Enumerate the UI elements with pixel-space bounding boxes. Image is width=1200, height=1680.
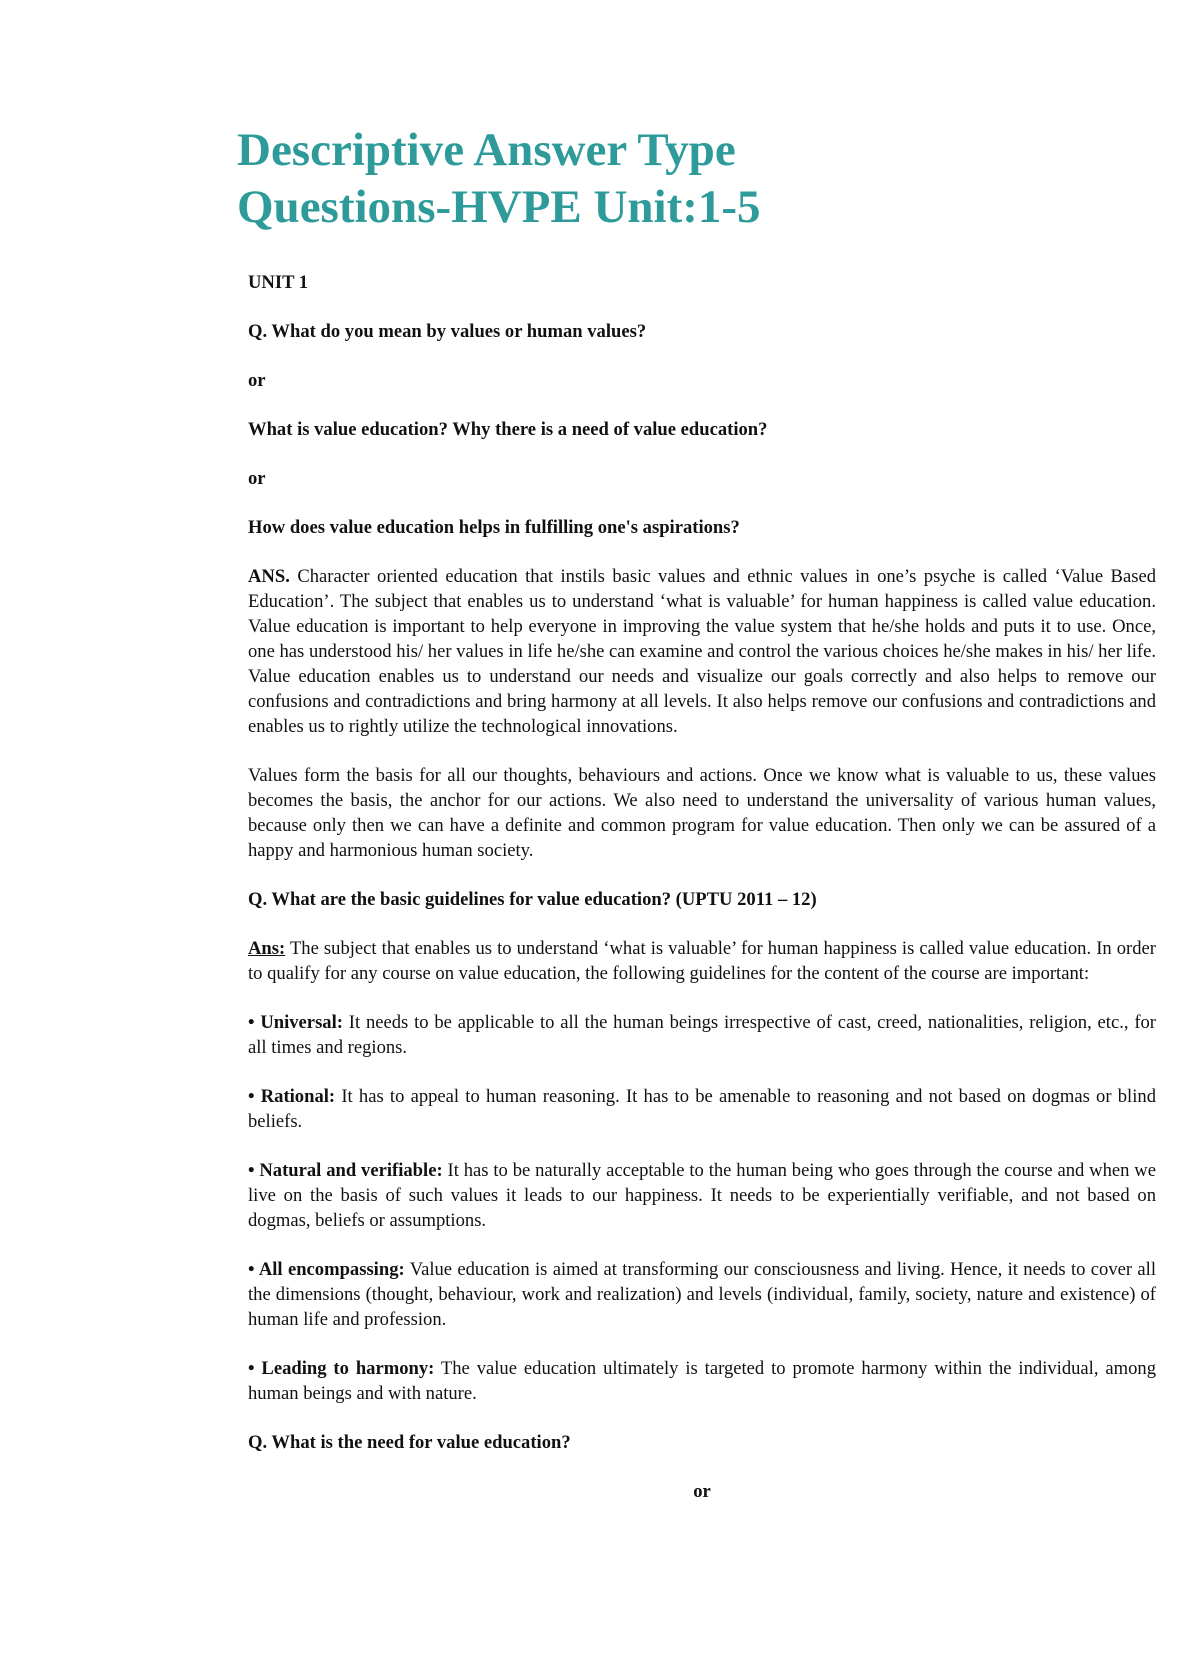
guideline-natural-verifiable bbox=[248, 1158, 1156, 1233]
guideline-text: The value education ultimately is targeted to promote harmony within the individual, among human beings and with nature. bbox=[248, 1358, 1156, 1404]
guideline-text: It needs to be applicable to all the human beings irrespective of cast, creed, nationalities, religion, etc., for all times and regions. bbox=[248, 1012, 1157, 1058]
question-3: Q. What is the need for value education? bbox=[248, 1432, 571, 1453]
guideline-label: • All encompassing: bbox=[248, 1259, 405, 1280]
guideline-text: It has to appeal to human reasoning. It has to be amenable to reasoning and not based on dogmas or blind beliefs. bbox=[248, 1086, 1156, 1132]
or-separator: or bbox=[248, 468, 266, 489]
guideline-rational bbox=[248, 1084, 1156, 1134]
question-1-alt-1: What is value education? Why there is a need of value education? bbox=[248, 419, 768, 440]
document-body bbox=[248, 270, 1156, 1504]
question-1: Q. What do you mean by values or human values? bbox=[248, 321, 647, 342]
answer-label: ANS. bbox=[248, 566, 290, 587]
title-line-1: Descriptive Answer Type bbox=[237, 124, 736, 176]
question-2: Q. What are the basic guidelines for value education? (UPTU 2011 – 12) bbox=[248, 889, 817, 910]
answer-text: Character oriented education that instils basic values and ethnic values in one’s psyche is called ‘Value Based Education’. The subject that enables us to understand ‘what is valuable’ for human happiness is called value education. Value education is important to help everyone in improving the value system that he/she holds and puts it to use. Once, one has understood his/ her values in life he/she can examine and control the various choices he/she makes in his/ her life. Value education enables us to understand our needs and visualize our goals correctly and also helps to remove our confusions and contradictions and bring harmony at all levels. It also helps remove our confusions and contradictions and enables us to rightly utilize the technological innovations. bbox=[248, 566, 1156, 737]
answer-text: The subject that enables us to understand ‘what is valuable’ for human happiness is called value education. In order to qualify for any course on value education, the following guidelines for the content of the course are important: bbox=[248, 938, 1156, 984]
question-1-alt-2: How does value education helps in fulfilling one's aspirations? bbox=[248, 517, 740, 538]
answer-2-intro bbox=[248, 936, 1156, 986]
guideline-label: • Leading to harmony: bbox=[248, 1358, 435, 1379]
guideline-leading-to-harmony bbox=[248, 1356, 1156, 1406]
answer-1-paragraph-1 bbox=[248, 564, 1156, 739]
guideline-universal bbox=[248, 1010, 1156, 1060]
title-line-2: Questions-HVPE Unit:1-5 bbox=[237, 181, 761, 233]
guideline-label: • Natural and verifiable: bbox=[248, 1160, 443, 1181]
guideline-all-encompassing bbox=[248, 1257, 1156, 1332]
document-title bbox=[237, 122, 1137, 236]
guideline-text: Value education is aimed at transforming our consciousness and living. Hence, it needs to cover all the dimensions (thought, behaviour, work and realization) and levels (individual, family, society, nature and existence) of human life and profession. bbox=[248, 1259, 1157, 1330]
or-separator: or bbox=[248, 370, 266, 391]
guideline-label: • Rational: bbox=[248, 1086, 336, 1107]
unit-heading: UNIT 1 bbox=[248, 272, 309, 293]
answer-1-paragraph-2: Values form the basis for all our thoughts, behaviours and actions. Once we know what is valuable to us, these values becomes the basis, the anchor for our actions. We also need to understand the universality of various human values, because only then we can have a definite and common program for value education. Then only we can be assured of a happy and harmonious human society. bbox=[248, 765, 1156, 861]
or-separator-centered: or bbox=[693, 1481, 711, 1502]
guideline-text: It has to be naturally acceptable to the human being who goes through the course and when we live on the basis of such values it leads to our happiness. It needs to be experientially verifiable, and not based on dogmas, beliefs or assumptions. bbox=[248, 1160, 1156, 1231]
guideline-label: • Universal: bbox=[248, 1012, 343, 1033]
answer-label: Ans: bbox=[248, 938, 286, 959]
